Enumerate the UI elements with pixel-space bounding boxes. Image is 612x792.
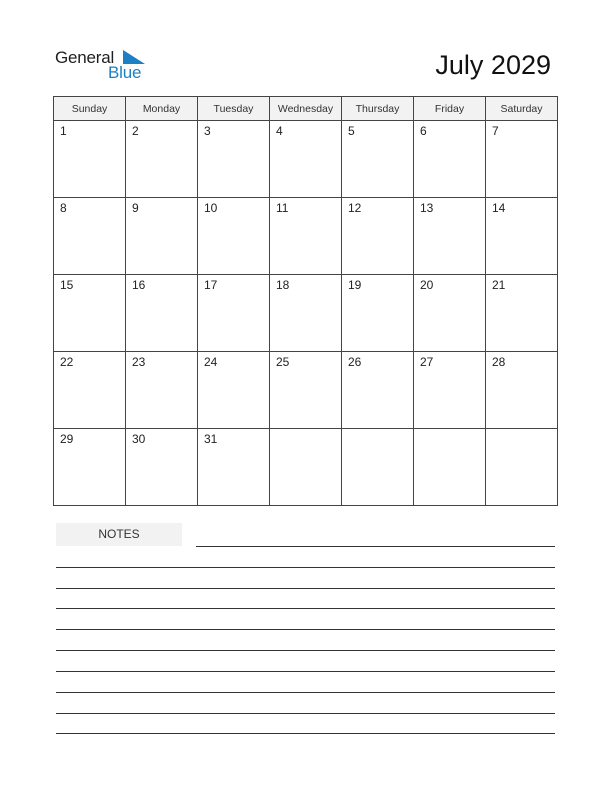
day-number: 24 — [204, 355, 218, 369]
day-cell — [270, 429, 342, 506]
day-number — [270, 429, 341, 432]
day-cell — [126, 352, 198, 429]
note-line — [56, 629, 555, 630]
day-number: 29 — [60, 432, 74, 446]
day-number: 16 — [132, 278, 146, 292]
week-row — [54, 352, 558, 429]
day-cell — [270, 198, 342, 275]
note-line — [56, 608, 555, 609]
day-cell — [126, 121, 198, 198]
weekday-header-row — [54, 97, 558, 121]
day-cell — [270, 275, 342, 352]
day-number: 25 — [276, 355, 290, 369]
day-cell — [54, 121, 126, 198]
day-number: 1 — [60, 124, 67, 138]
note-line — [56, 692, 555, 693]
note-line — [196, 546, 555, 547]
day-number: 8 — [60, 201, 67, 215]
weekday-saturday: Saturday — [486, 97, 558, 121]
day-cell — [342, 198, 414, 275]
day-number: 17 — [204, 278, 218, 292]
day-number: 5 — [348, 124, 355, 138]
day-cell — [486, 352, 558, 429]
day-cell — [54, 275, 126, 352]
note-line — [56, 671, 555, 672]
logo-text-blue: Blue — [108, 63, 142, 82]
day-cell — [198, 198, 270, 275]
day-number: 20 — [420, 278, 434, 292]
day-number: 14 — [492, 201, 506, 215]
note-line — [56, 650, 555, 651]
day-number: 2 — [132, 124, 139, 138]
day-number: 23 — [132, 355, 146, 369]
weekday-sunday: Sunday — [54, 97, 126, 121]
day-cell — [126, 429, 198, 506]
weekday-monday: Monday — [126, 97, 198, 121]
day-cell — [342, 352, 414, 429]
day-cell — [342, 429, 414, 506]
notes-label: NOTES — [56, 523, 182, 546]
weekday-tuesday: Tuesday — [198, 97, 270, 121]
day-number: 12 — [348, 201, 362, 215]
day-number: 21 — [492, 278, 506, 292]
weekday-thursday: Thursday — [342, 97, 414, 121]
day-cell — [54, 198, 126, 275]
day-number: 31 — [204, 432, 218, 446]
day-cell — [198, 275, 270, 352]
week-row — [54, 275, 558, 352]
day-number: 26 — [348, 355, 362, 369]
calendar-grid — [53, 96, 558, 506]
day-number: 11 — [276, 201, 289, 215]
month-title: July 2029 — [435, 50, 551, 80]
day-cell — [342, 275, 414, 352]
week-row — [54, 429, 558, 506]
day-cell — [270, 121, 342, 198]
note-line — [56, 588, 555, 589]
day-number: 22 — [60, 355, 74, 369]
day-number: 7 — [492, 124, 499, 138]
day-cell — [414, 275, 486, 352]
day-number — [486, 429, 557, 432]
day-cell — [486, 121, 558, 198]
note-line — [56, 713, 555, 714]
day-cell — [414, 429, 486, 506]
note-line — [56, 733, 555, 734]
day-cell — [486, 198, 558, 275]
day-number: 6 — [420, 124, 427, 138]
day-cell — [414, 352, 486, 429]
day-cell — [198, 429, 270, 506]
day-number: 19 — [348, 278, 362, 292]
day-number: 9 — [132, 201, 139, 215]
day-number: 28 — [492, 355, 506, 369]
logo-triangle-icon — [123, 50, 145, 64]
day-cell — [126, 275, 198, 352]
weekday-wednesday: Wednesday — [270, 97, 342, 121]
day-cell — [486, 275, 558, 352]
day-cell — [270, 352, 342, 429]
weekday-friday: Friday — [414, 97, 486, 121]
day-cell — [198, 352, 270, 429]
day-number: 27 — [420, 355, 434, 369]
day-number — [414, 429, 485, 432]
day-number: 10 — [204, 201, 218, 215]
day-cell — [486, 429, 558, 506]
day-number: 4 — [276, 124, 283, 138]
day-number: 3 — [204, 124, 211, 138]
day-number: 13 — [420, 201, 434, 215]
day-cell — [198, 121, 270, 198]
day-cell — [342, 121, 414, 198]
day-cell — [414, 198, 486, 275]
logo-text-general: General — [55, 48, 115, 67]
day-number: 15 — [60, 278, 74, 292]
day-cell — [54, 429, 126, 506]
day-number: 18 — [276, 278, 290, 292]
week-row — [54, 198, 558, 275]
day-cell — [414, 121, 486, 198]
week-row — [54, 121, 558, 198]
day-cell — [126, 198, 198, 275]
day-cell — [54, 352, 126, 429]
day-number — [342, 429, 413, 432]
day-number: 30 — [132, 432, 146, 446]
note-line — [56, 567, 555, 568]
brand-logo — [55, 47, 155, 83]
